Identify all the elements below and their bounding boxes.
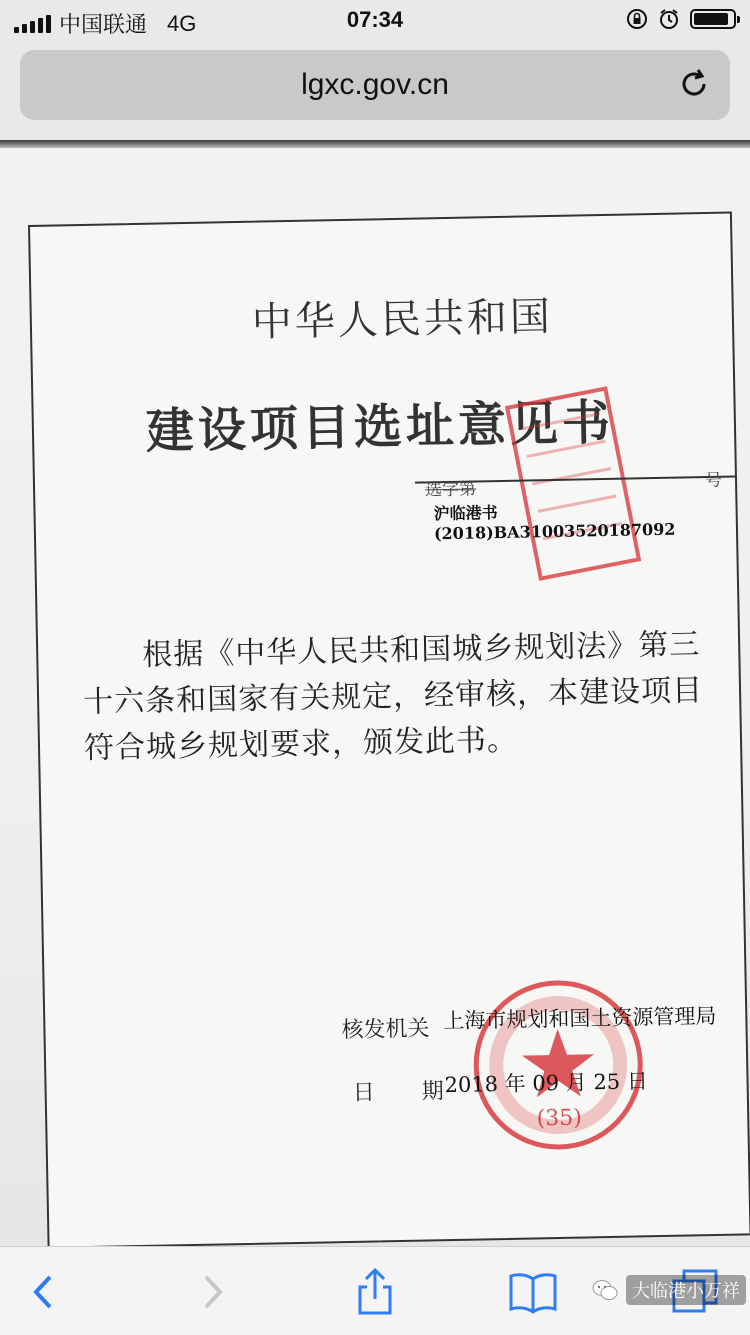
number-label — [424, 470, 723, 501]
issuer-label: 核发机关 — [341, 1016, 430, 1044]
book-icon[interactable] — [508, 1267, 558, 1317]
body-text — [82, 622, 725, 772]
document-number: 沪临港书(2018)BA31003520187092 — [433, 503, 676, 544]
battery-icon — [690, 9, 736, 29]
number-suffix: 号 — [704, 470, 723, 492]
document-title: 建设项目选址意见书 — [145, 394, 615, 460]
chevron-right-icon[interactable] — [188, 1267, 238, 1317]
alarm-icon — [658, 8, 680, 30]
watermark-text: 大临港小万祥 — [626, 1275, 746, 1305]
chevron-left-icon[interactable] — [20, 1267, 70, 1317]
share-icon[interactable] — [350, 1267, 400, 1317]
wechat-icon — [592, 1279, 618, 1301]
lock-rotation-icon — [626, 8, 648, 30]
date-value: 2018 年 09 月 25 日 — [444, 1069, 649, 1098]
address-bar[interactable] — [20, 50, 730, 120]
browser-toolbar — [0, 1246, 750, 1335]
issuer-name: 上海市规划和国土资源管理局 — [443, 1003, 717, 1034]
url-text[interactable]: lgxc.gov.cn — [301, 68, 449, 101]
address-bar-area — [0, 40, 750, 140]
date-label: 日 期 — [352, 1079, 444, 1106]
clock: 07:34 — [346, 7, 404, 32]
network-type: 4G — [167, 10, 197, 36]
body-paragraph: 根据《中华人民共和国城乡规划法》第三十六条和国家有关规定，经审核，本建设项目符合城乡规划要求，颁发此书。 — [82, 627, 704, 767]
photo-edge — [0, 140, 750, 148]
country-title: 中华人民共和国 — [251, 293, 554, 346]
number-prefix: 选字第 — [424, 479, 477, 501]
watermark — [592, 1275, 746, 1305]
carrier-name: 中国联通 — [59, 12, 148, 37]
reload-icon[interactable] — [676, 66, 712, 102]
certificate-page — [28, 211, 750, 1246]
status-bar — [0, 0, 750, 40]
seal-number: (35) — [536, 1105, 583, 1132]
square-seal — [505, 386, 641, 581]
document-photo — [0, 140, 750, 1246]
